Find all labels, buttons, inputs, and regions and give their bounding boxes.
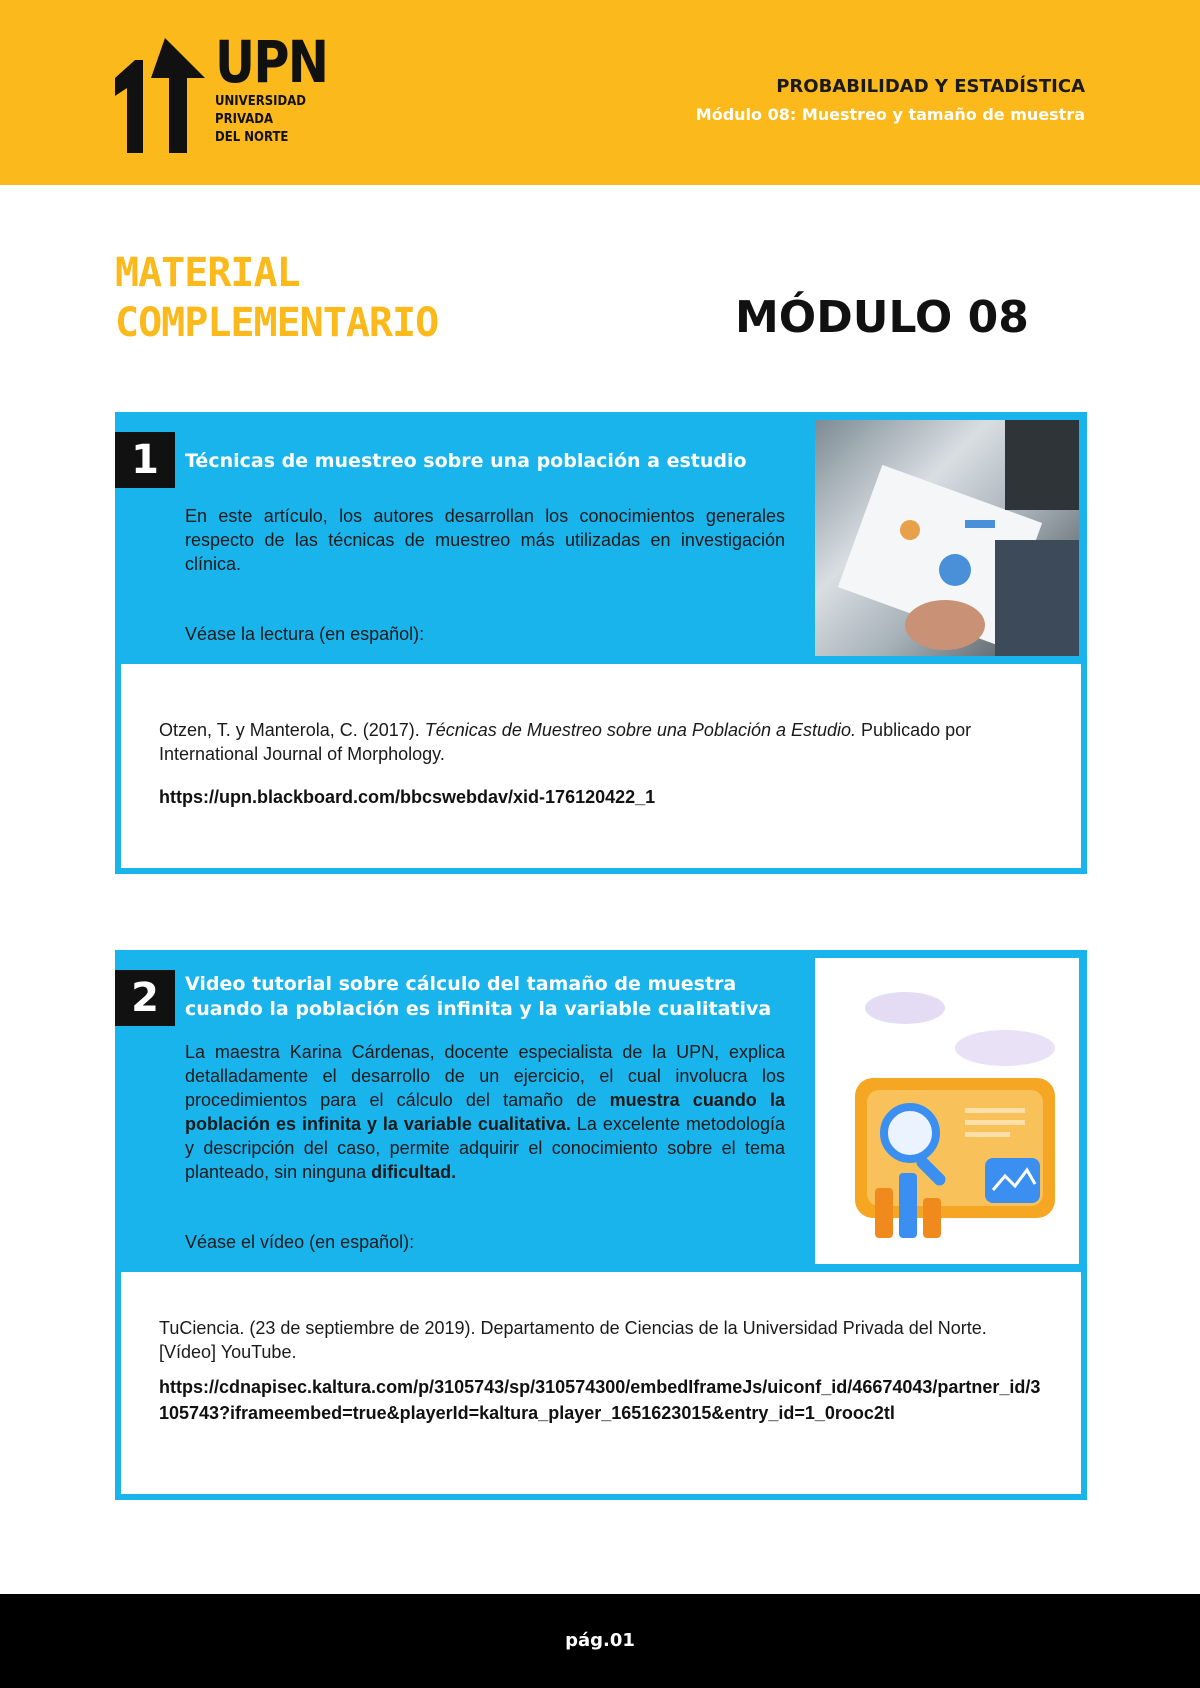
reference-authors: Otzen, T. y Manterola, C. (2017). [159, 720, 425, 740]
resource-card-2 [115, 950, 1087, 1500]
business-charts-photo [815, 420, 1079, 656]
material-title-line1: MATERIAL [115, 250, 300, 296]
module-title: MÓDULO 08 [735, 292, 1029, 343]
reference-text: TuCiencia. (23 de septiembre de 2019). Departamento de Ciencias de la Universidad Privada del Norte. [Vídeo] YouTube. [159, 1318, 987, 1362]
logo-line-3: DEL NORTE [215, 130, 289, 145]
reference [159, 718, 1043, 810]
logo-wordmark [215, 28, 347, 146]
desc-bold2: dificultad. [371, 1162, 457, 1182]
reference-publisher: Publicado por International Journal of Morphology. [159, 720, 972, 764]
material-title [115, 248, 438, 348]
page-header [0, 0, 1200, 185]
card-title-line1: Video tutorial sobre cálculo del tamaño de muestra [185, 973, 737, 995]
card-title-line2: cuando la población es infinita y la variable cualitativa [185, 998, 772, 1020]
card-see-label: Véase el vídeo (en español): [185, 1232, 415, 1252]
card-description [185, 1040, 785, 1184]
card-title: Técnicas de muestreo sobre una población a estudio [185, 450, 747, 472]
reference-box [121, 664, 1081, 868]
desc-part1: La maestra Karina Cárdenas, docente especialista de la UPN, explica detalladamente el desarrollo de un ejercicio, el cual involucra los procedimientos para el cálculo del tamaño de [185, 1042, 785, 1110]
page-number: pág.01 [565, 1630, 635, 1651]
resource-link[interactable]: https://cdnapisec.kaltura.com/p/3105743/sp/310574300/embedIframeJs/uiconf_id/46674043/partner_id/3105743?iframeembed=true&playerId=kaltura_player_1651623015&entry_id=1_0rooc2tl [159, 1377, 1041, 1423]
material-title-line2: COMPLEMENTARIO [115, 300, 439, 346]
desc-part2: La excelente metodología y descripción del caso, permite adquirir el conocimiento sobre el tema planteado, sin ninguna [185, 1114, 785, 1182]
card-number: 1 [115, 432, 175, 488]
charts-photo-icon [815, 420, 1079, 656]
reference-box [121, 1272, 1081, 1494]
card-title [185, 972, 785, 1022]
course-title: PROBABILIDAD Y ESTADÍSTICA [776, 76, 1085, 97]
header-course-info [696, 76, 1085, 124]
analytics-dashboard-icon [815, 958, 1079, 1264]
logo-line-2: PRIVADA [215, 112, 274, 127]
page-footer [0, 1594, 1200, 1688]
reference [159, 1316, 1043, 1426]
resource-card-1 [115, 412, 1087, 874]
card-number: 2 [115, 970, 175, 1026]
resource-link[interactable]: https://upn.blackboard.com/bbcswebdav/xid-176120422_1 [159, 787, 656, 807]
logo-line-1: UNIVERSIDAD [215, 94, 306, 109]
reference-title: Técnicas de Muestreo sobre una Población a Estudio. [424, 720, 857, 740]
module-subtitle: Módulo 08: Muestreo y tamaño de muestra [695, 105, 1085, 124]
card-see-label: Véase la lectura (en español): [185, 624, 425, 644]
card-description: En este artículo, los autores desarrollan los conocimientos generales respecto de las técnicas de muestreo más utilizadas en investigación clínica. [185, 506, 785, 574]
logo-upn: UPN [215, 28, 328, 96]
desc-bold1: muestra cuando la población es infinita y la variable cualitativa. [185, 1090, 786, 1134]
analytics-illustration [815, 958, 1079, 1264]
